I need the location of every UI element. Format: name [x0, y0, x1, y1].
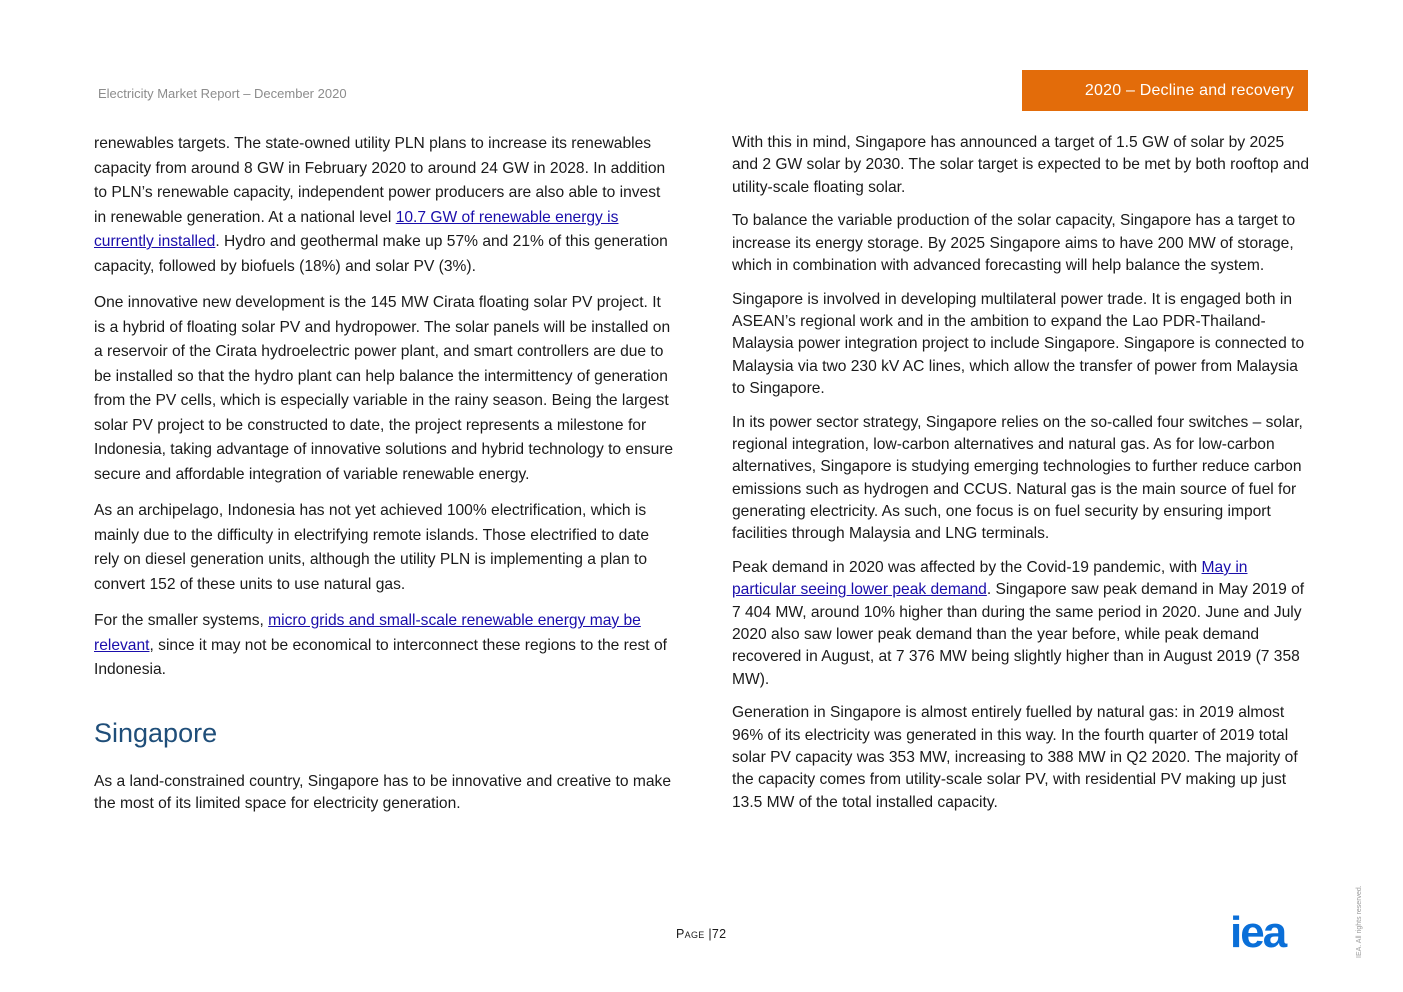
right-column — [732, 132, 1312, 825]
link-renewable-installed[interactable]: 10.7 GW of renewable energy is currently installed — [94, 208, 619, 250]
paragraph: To balance the variable production of the solar capacity, Singapore has a target to increase its energy storage. By 2025 Singapore aims to have 200 MW of storage, which in combination with advanced forecasting will help balance the system. — [732, 212, 1296, 274]
paragraph: As a land-constrained country, Singapore has to be innovative and creative to make the most of its limited space for electricity generation. — [94, 772, 672, 812]
paragraph — [94, 609, 676, 683]
page-number — [676, 927, 726, 941]
paragraph: In its power sector strategy, Singapore relies on the so-called four switches – solar, regional integration, low-carbon alternatives and natural gas. As for low-carbon alternatives, Singapore is studying emerging technologies to further reduce carbon emissions such as hydrogen and CCUS. Natural gas is the main source of fuel for generating electricity. As such, one focus is on fuel security by ensuring import facilities through Malaysia and LNG terminals. — [732, 413, 1303, 543]
link-micro-grids[interactable]: micro grids and small-scale renewable energy may be relevant — [94, 612, 641, 654]
page-label: Page — [676, 927, 705, 941]
paragraph: As an archipelago, Indonesia has not yet achieved 100% electrification, which is mainly due to the difficulty in electrifying remote islands. Those electrified to date rely on diesel generation units, although the utility PLN is implementing a plan to convert 152 of these units to use natural gas. — [94, 502, 650, 593]
section-tab-label: 2020 – Decline and recovery — [1084, 81, 1294, 99]
page-separator: | — [708, 927, 712, 941]
link-peak-demand[interactable]: May in particular seeing lower peak demand — [732, 559, 1248, 599]
text: For the smaller systems, — [94, 612, 269, 629]
iea-logo-text: iea — [1230, 914, 1286, 950]
text: Peak demand in 2020 was affected by the Covid-19 pandemic, with — [732, 559, 1202, 577]
text: . Singapore saw peak demand in May 2019 of 7 404 MW, around 10% higher than during the same period in 2020. June and July 2020 also saw lower peak demand than the year before, while peak demand recovered in August, at 7 376 MW being slightly higher than in August 2019 (7 358 MW). — [732, 581, 1305, 688]
paragraph: Singapore is involved in developing multilateral power trade. It is engaged both in ASEAN’s regional work and in the ambition to expand the Lao PDR-Thailand-Malaysia power integration project to include Singapore. Singapore is connected to Malaysia via two 230 kV AC lines, which allow the transfer of power from Malaysia to Singapore. — [732, 290, 1305, 397]
text: . Hydro and geothermal make up 57% and 21% of this generation capacity, followed by biofuels (18%) and solar PV (3%). — [94, 233, 668, 275]
left-column — [94, 132, 676, 827]
paragraph — [732, 557, 1312, 691]
paragraph: Generation in Singapore is almost entirely fuelled by natural gas: in 2019 almost 96% of its electricity was generated in this way. In the fourth quarter of 2019 total solar PV capacity was 353 MW, increasing to 388 MW in Q2 2020. The majority of the capacity comes from utility-scale solar PV, with residential PV making up just 13.5 MW of the total installed capacity. — [732, 704, 1298, 811]
paragraph: One innovative new development is the 145 MW Cirata floating solar PV project. It is a hybrid of floating solar PV and hydropower. The solar panels will be installed on a reservoir of the Cirata hydroelectric power plant, and smart controllers are due to be installed so that the hydro plant can help balance the intermittency of generation from the PV cells, which is especially variable in the rainy season. Being the largest solar PV project to be constructed to date, the project represents a milestone for Indonesia, taking advantage of innovative solutions and hybrid technology to ensure secure and affordable integration of variable renewable energy. — [94, 294, 674, 483]
report-title: Electricity Market Report – December 2020 — [98, 86, 347, 101]
iea-logo — [1230, 914, 1310, 950]
section-heading-singapore: Singapore — [94, 717, 218, 748]
rights-notice: IEA. All rights reserved. — [1356, 885, 1363, 958]
paragraph: With this in mind, Singapore has announced a target of 1.5 GW of solar by 2025 and 2 GW solar by 2030. The solar target is expected to be met by both rooftop and utility-scale floating solar. — [732, 134, 1310, 196]
page-number-value: 72 — [711, 927, 727, 941]
text: , since it may not be economical to interconnect these regions to the rest of Indonesia. — [94, 636, 667, 678]
section-tab — [1022, 70, 1308, 111]
paragraph — [94, 132, 676, 279]
text: renewables targets. The state-owned utility PLN plans to increase its renewables capacity from around 8 GW in February 2020 to around 24 GW in 2028. In addition to PLN’s renewable capacity, independent power producers are also able to invest in renewable generation. At a national level — [94, 135, 666, 226]
